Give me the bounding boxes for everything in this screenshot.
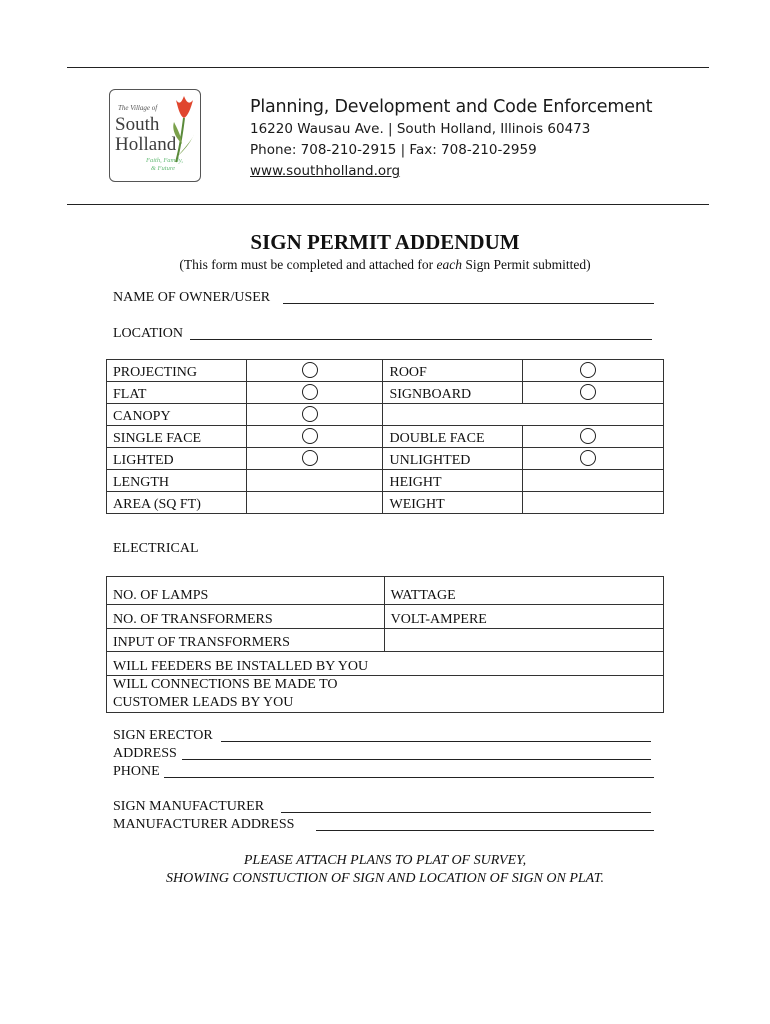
single-face-label: SINGLE FACE bbox=[107, 426, 247, 448]
signboard-label: SIGNBOARD bbox=[383, 382, 523, 404]
connections-label: WILL CONNECTIONS BE MADE TO CUSTOMER LEADS BY YOU bbox=[107, 675, 664, 712]
location-label: LOCATION bbox=[113, 326, 183, 341]
lighted-label: LIGHTED bbox=[107, 448, 247, 470]
canopy-label: CANOPY bbox=[107, 404, 247, 426]
sign-type-table bbox=[106, 359, 664, 514]
manufacturer-address-line[interactable] bbox=[316, 830, 654, 831]
roof-radio[interactable] bbox=[580, 362, 596, 378]
projecting-radio[interactable] bbox=[302, 362, 318, 378]
single-face-radio[interactable] bbox=[302, 428, 318, 444]
erector-address-label: ADDRESS bbox=[113, 746, 177, 761]
table-row bbox=[107, 448, 664, 470]
flat-label: FLAT bbox=[107, 382, 247, 404]
transformers-label: NO. OF TRANSFORMERS bbox=[107, 605, 385, 629]
projecting-label: PROJECTING bbox=[107, 360, 247, 382]
form-subtitle: (This form must be completed and attached for each Sign Permit submitted) bbox=[179, 257, 591, 272]
volt-ampere-label: VOLT-AMPERE bbox=[384, 605, 663, 629]
erector-phone-line[interactable] bbox=[164, 777, 654, 778]
roof-option[interactable] bbox=[523, 360, 664, 382]
lamps-label: NO. OF LAMPS bbox=[107, 577, 385, 605]
input-label: INPUT OF TRANSFORMERS bbox=[107, 628, 385, 652]
location-field[interactable] bbox=[113, 326, 652, 342]
projecting-option[interactable] bbox=[246, 360, 383, 382]
manufacturer-address-label: MANUFACTURER ADDRESS bbox=[113, 817, 295, 832]
double-face-label: DOUBLE FACE bbox=[383, 426, 523, 448]
double-face-radio[interactable] bbox=[580, 428, 596, 444]
department-website-link[interactable]: www.southholland.org bbox=[250, 163, 401, 179]
height-label: HEIGHT bbox=[383, 470, 523, 492]
electrical-table bbox=[106, 576, 664, 713]
single-face-option[interactable] bbox=[246, 426, 383, 448]
roof-label: ROOF bbox=[383, 360, 523, 382]
area-label: AREA (SQ FT) bbox=[107, 492, 247, 514]
signboard-radio[interactable] bbox=[580, 384, 596, 400]
lighted-radio[interactable] bbox=[302, 450, 318, 466]
logo-line1: The Village of bbox=[118, 104, 158, 112]
length-label: LENGTH bbox=[107, 470, 247, 492]
department-phone-fax: Phone: 708-210-2915 | Fax: 708-210-2959 bbox=[250, 142, 537, 158]
erector-phone-field[interactable] bbox=[113, 764, 654, 780]
erector-field[interactable] bbox=[113, 728, 651, 744]
canopy-radio[interactable] bbox=[302, 406, 318, 422]
erector-address-line[interactable] bbox=[182, 759, 651, 760]
footer-note-line1: PLEASE ATTACH PLANS TO PLAT OF SURVEY, bbox=[243, 853, 527, 868]
village-logo bbox=[109, 89, 201, 182]
table-row bbox=[107, 652, 664, 676]
table-row bbox=[107, 382, 664, 404]
logo-line2: South bbox=[115, 114, 160, 135]
table-row bbox=[107, 404, 664, 426]
weight-label: WEIGHT bbox=[383, 492, 523, 514]
erector-phone-label: PHONE bbox=[113, 764, 160, 779]
table-row bbox=[107, 675, 664, 712]
owner-label: NAME OF OWNER/USER bbox=[113, 290, 271, 305]
manufacturer-line[interactable] bbox=[281, 812, 651, 813]
unlighted-option[interactable] bbox=[523, 448, 664, 470]
manufacturer-field[interactable] bbox=[113, 799, 651, 815]
wattage-label: WATTAGE bbox=[384, 577, 663, 605]
table-row bbox=[107, 577, 664, 605]
height-input[interactable] bbox=[523, 470, 664, 492]
owner-field[interactable] bbox=[113, 290, 654, 306]
weight-input[interactable] bbox=[523, 492, 664, 514]
logo-tagline: Faith, Family, & Future bbox=[146, 157, 184, 172]
table-row bbox=[107, 605, 664, 629]
double-face-option[interactable] bbox=[523, 426, 664, 448]
manufacturer-address-field[interactable] bbox=[113, 817, 654, 833]
owner-line[interactable] bbox=[283, 303, 654, 304]
area-input[interactable] bbox=[246, 492, 383, 514]
flat-radio[interactable] bbox=[302, 384, 318, 400]
electrical-heading: ELECTRICAL bbox=[113, 541, 199, 556]
feeders-label: WILL FEEDERS BE INSTALLED BY YOU bbox=[107, 652, 664, 676]
flat-option[interactable] bbox=[246, 382, 383, 404]
length-input[interactable] bbox=[246, 470, 383, 492]
empty-cell bbox=[383, 404, 664, 426]
location-line[interactable] bbox=[190, 339, 652, 340]
input-value[interactable] bbox=[384, 628, 663, 652]
logo-line3: Holland bbox=[115, 134, 177, 155]
unlighted-label: UNLIGHTED bbox=[383, 448, 523, 470]
tulip-icon bbox=[172, 94, 196, 164]
erector-line[interactable] bbox=[221, 741, 651, 742]
header-bottom-rule bbox=[67, 204, 709, 205]
table-row bbox=[107, 426, 664, 448]
footer-note-line2: SHOWING CONSTUCTION OF SIGN AND LOCATION OF SIGN ON PLAT. bbox=[166, 871, 604, 886]
canopy-option[interactable] bbox=[246, 404, 383, 426]
top-rule bbox=[67, 67, 709, 68]
signboard-option[interactable] bbox=[523, 382, 664, 404]
erector-label: SIGN ERECTOR bbox=[113, 728, 213, 743]
department-name: Planning, Development and Code Enforcement bbox=[250, 97, 653, 117]
manufacturer-label: SIGN MANUFACTURER bbox=[113, 799, 265, 814]
erector-address-field[interactable] bbox=[113, 746, 651, 762]
table-row bbox=[107, 492, 664, 514]
table-row bbox=[107, 628, 664, 652]
unlighted-radio[interactable] bbox=[580, 450, 596, 466]
form-title: SIGN PERMIT ADDENDUM bbox=[250, 230, 520, 254]
table-row bbox=[107, 470, 664, 492]
table-row bbox=[107, 360, 664, 382]
lighted-option[interactable] bbox=[246, 448, 383, 470]
department-address: 16220 Wausau Ave. | South Holland, Illinois 60473 bbox=[250, 121, 591, 137]
